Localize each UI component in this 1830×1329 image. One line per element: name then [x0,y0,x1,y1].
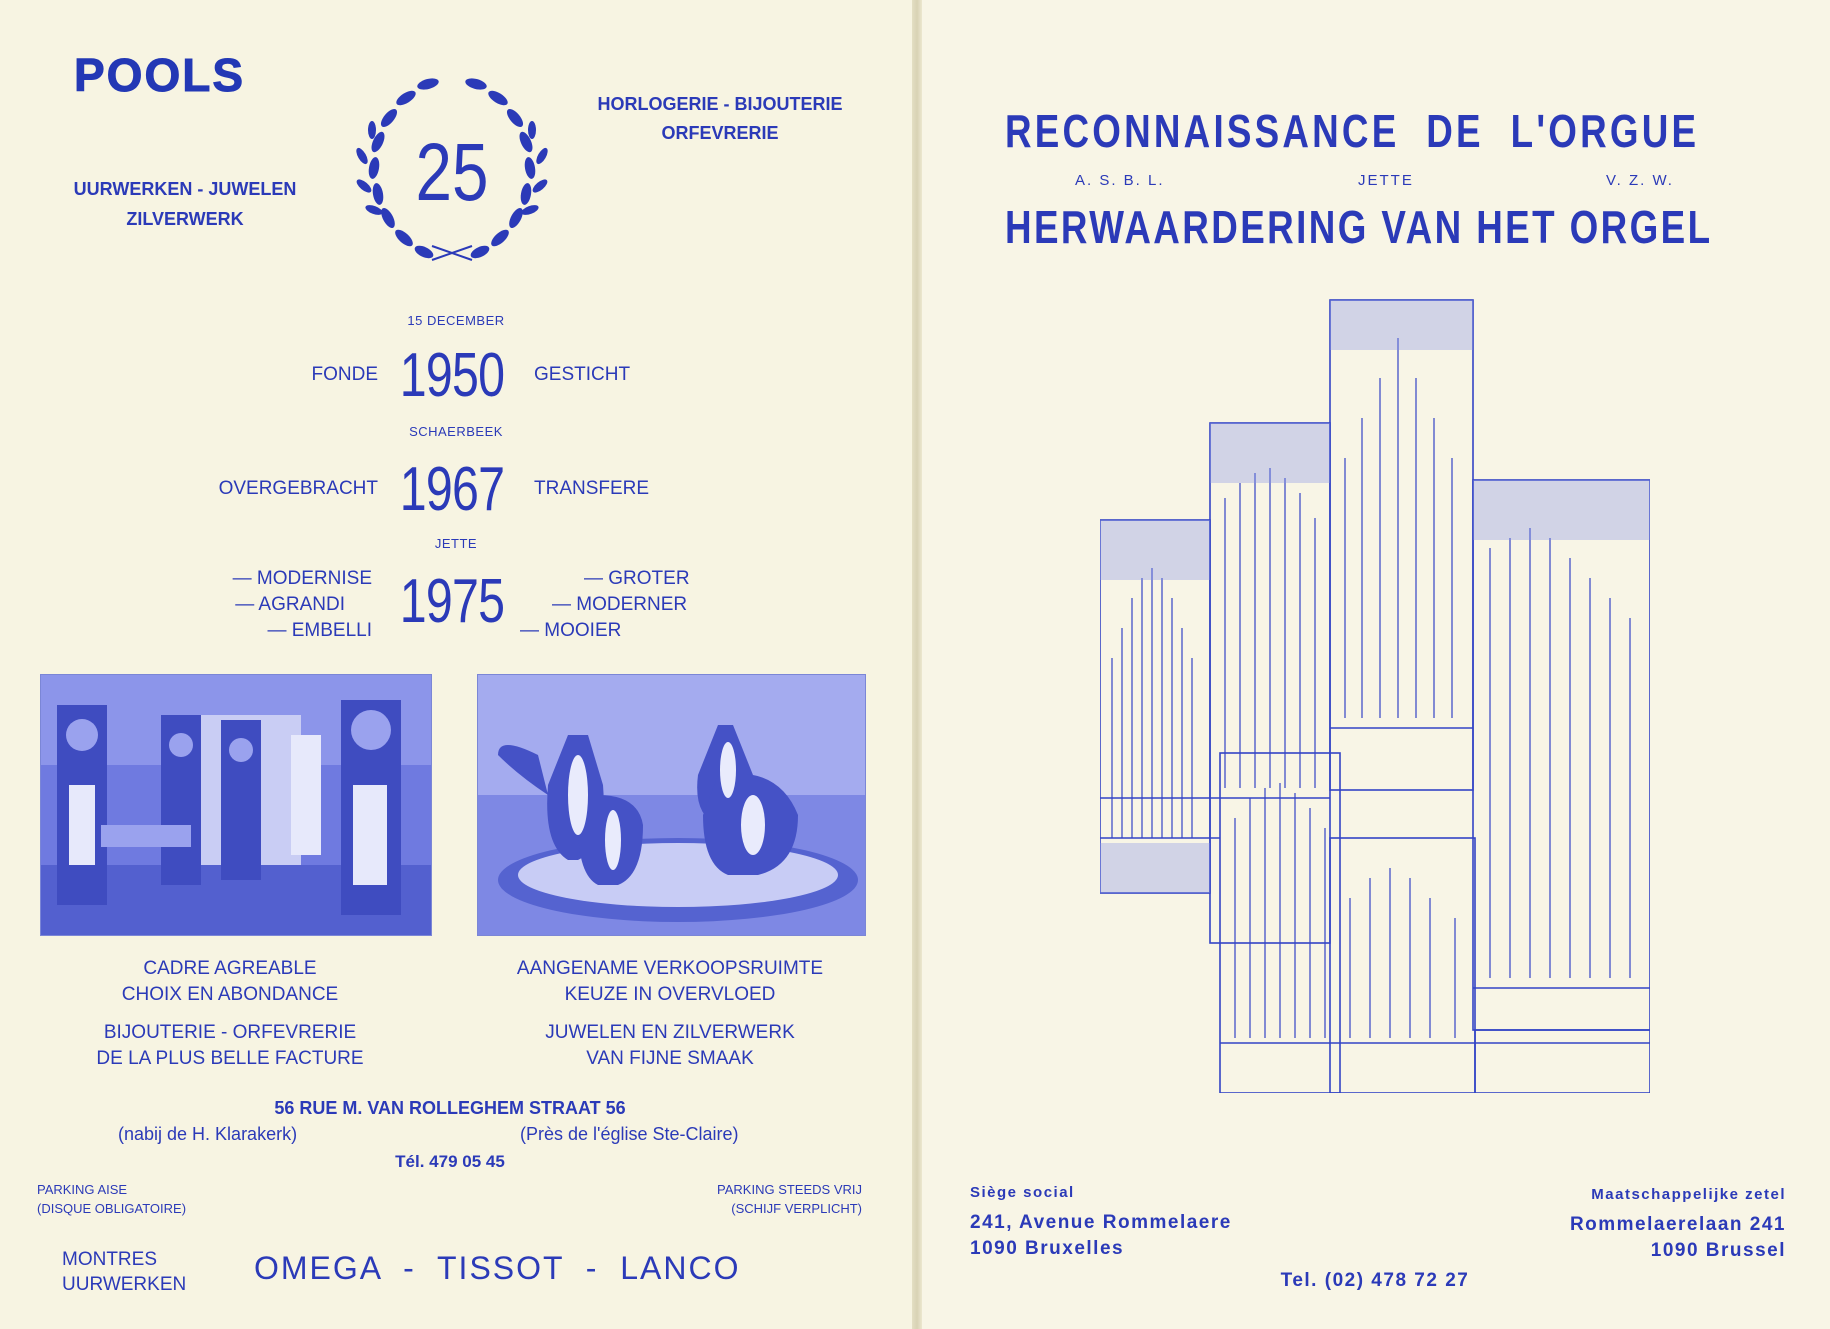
caption-line: VAN FIJNE SMAAK [586,1048,754,1069]
organ-pipes-drawing [1100,298,1650,1093]
renovation-item: — GROTER [584,568,690,589]
tagline-french-line: ORFEVRERIE [661,123,779,143]
title-dutch: HERWAARDERING VAN HET ORGEL [1005,201,1713,253]
caption-line: CHOIX EN ABONDANCE [121,984,339,1005]
founded-label-fr: FONDE [311,364,378,385]
founded-year: 1950 [399,341,505,410]
tagline-french [570,90,870,148]
organ-society-phone: Tel. (02) 478 72 27 [1280,1270,1470,1291]
watches-line: UURWERKEN [62,1274,187,1295]
seat-street-nl: Rommelaerelaan 241 [1569,1214,1786,1235]
caption-dutch [480,956,860,1072]
seat-city-fr: 1090 Bruxelles [970,1238,1125,1259]
caption-line: KEUZE IN OVERVLOED [564,984,776,1005]
watch-brands: OMEGA - TISSOT - LANCO [254,1250,741,1286]
renovation-item: — MODERNER [552,594,688,615]
seat-city-nl: 1090 Brussel [1650,1240,1786,1261]
founded-date: 15 DECEMBER [407,313,505,328]
founded-label-nl: GESTICHT [534,364,631,385]
tagline-dutch-line: UURWERKEN - JUWELEN [73,179,297,199]
seat-street-fr: 241, Avenue Rommelaere [970,1212,1232,1233]
landmark-french: (Près de l'église Ste-Claire) [520,1124,739,1144]
seat-label-fr: Siège social [970,1184,1075,1201]
parking-line: (SCHIJF VERPLICHT) [731,1201,862,1216]
tagline-french-line: HORLOGERIE - BIJOUTERIE [597,94,843,114]
tagline-dutch-line: ZILVERWERK [126,209,244,229]
renovation-item: — MOOIER [520,620,622,641]
asbl-mark: A. S. B. L. [1075,172,1165,189]
parking-line: PARKING AISE [37,1182,128,1197]
vzw-mark: V. Z. W. [1606,172,1674,189]
parking-line: (DISQUE OBLIGATOIRE) [37,1201,187,1216]
title-french: RECONNAISSANCE DE L'ORGUE [1005,105,1700,157]
parking-note-fr [37,1180,186,1218]
tagline-dutch [50,174,320,234]
renovation-item: — EMBELLI [267,620,372,641]
founded-place: SCHAERBEEK [409,424,503,439]
watches-line: MONTRES [62,1249,157,1270]
seat-label-nl: Maatschappelijke zetel [1591,1186,1786,1203]
caption-line: DE LA PLUS BELLE FACTURE [96,1048,364,1069]
watches-label [62,1247,186,1297]
silver-tea-set-photo [477,674,866,936]
shop-phone: Tél. 479 05 45 [395,1152,505,1171]
moved-year: 1967 [399,455,505,524]
landmark-dutch: (nabij de H. Klarakerk) [118,1124,298,1144]
caption-line: AANGENAME VERKOOPSRUIMTE [516,958,824,979]
renovation-item: — MODERNISE [232,568,372,589]
renovation-list-nl [520,566,690,644]
caption-french [60,956,400,1072]
location-mark: JETTE [1358,172,1414,189]
renovation-year: 1975 [399,567,505,636]
shop-interior-photo [40,674,432,936]
caption-line: CADRE AGREABLE [143,958,317,979]
brand-logo: POOLS [74,49,246,101]
anniversary-laurel-badge [352,68,552,268]
renovation-item: — AGRANDI [235,594,345,615]
shop-address: 56 RUE M. VAN ROLLEGHEM STRAAT 56 [274,1098,626,1118]
page-fold [912,0,922,1329]
moved-place: JETTE [434,536,478,551]
moved-label-nl: OVERGEBRACHT [218,478,378,499]
moved-label-fr: TRANSFERE [534,478,650,499]
organ-icon [1100,298,1650,1093]
caption-line: JUWELEN EN ZILVERWERK [545,1022,795,1043]
renovation-list-fr [150,566,372,644]
anniversary-number: 25 [415,126,489,218]
laurel-wreath-icon [352,68,552,268]
parking-note-nl [620,1180,862,1218]
caption-line: BIJOUTERIE - ORFEVRERIE [103,1022,357,1043]
parking-line: PARKING STEEDS VRIJ [717,1182,862,1197]
